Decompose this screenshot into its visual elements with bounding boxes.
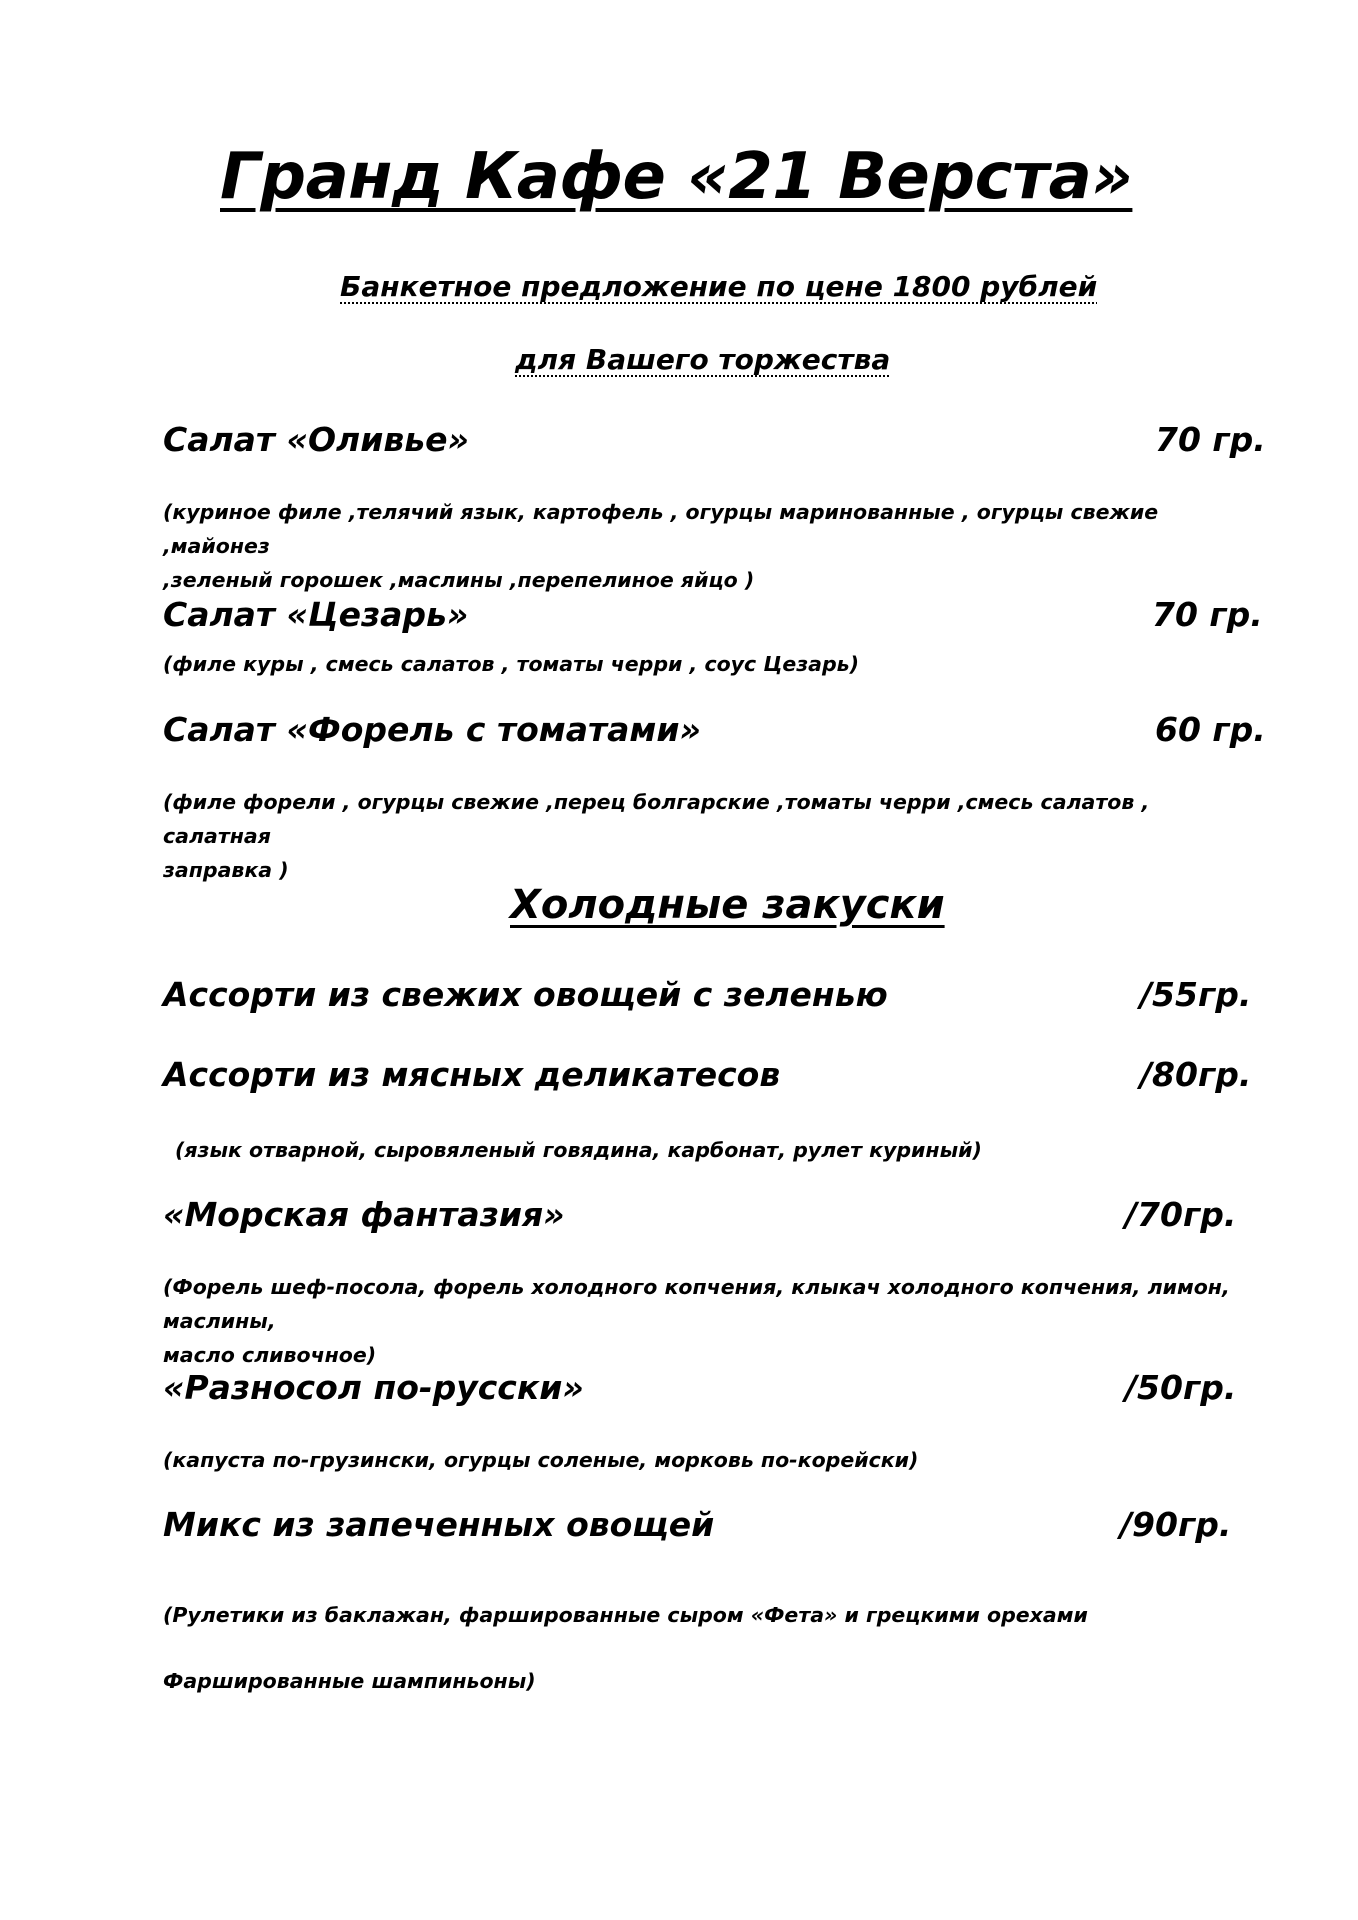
dish-name-olivier: Салат «Оливье»	[163, 420, 469, 459]
description-line: (Рулетики из баклажан, фаршированные сыром «Фета» и грецкими орехами	[163, 1603, 1088, 1627]
dish-name-sea-fantasy: «Морская фантазия»	[163, 1195, 565, 1234]
description-line: (филе форели , огурцы свежие ,перец болгарские ,томаты черри ,смесь салатов , салатная	[163, 790, 1150, 848]
dish-name-caesar: Салат «Цезарь»	[163, 595, 469, 634]
dish-description-russian-pickles	[163, 1443, 1263, 1477]
celebration-subtitle: для Вашего торжества	[515, 343, 891, 376]
dish-description-baked-vegetables	[163, 1582, 1263, 1714]
description-line: (язык отварной, сыровяленый говядина, карбонат, рулет куриный)	[175, 1138, 982, 1162]
dish-weight-sea-fantasy: /70гр.	[1125, 1195, 1237, 1234]
dish-weight-trout-salad: 60 гр.	[1155, 710, 1266, 749]
description-line: Фаршированные шампиньоны)	[163, 1669, 536, 1693]
dish-name-vegetable-assortment: Ассорти из свежих овощей с зеленью	[163, 975, 888, 1014]
dish-weight-baked-vegetables: /90гр.	[1120, 1505, 1232, 1544]
description-line: (капуста по-грузински, огурцы соленые, морковь по-корейски)	[163, 1448, 919, 1472]
dish-name-baked-vegetables: Микс из запеченных овощей	[163, 1505, 715, 1544]
dish-description-sea-fantasy	[163, 1270, 1263, 1372]
dish-weight-olivier: 70 гр.	[1155, 420, 1266, 459]
description-line: (Форель шеф-посола, форель холодного копчения, клыкач холодного копчения, лимон, маслины,	[163, 1275, 1230, 1333]
dish-weight-vegetable-assortment: /55гр.	[1140, 975, 1252, 1014]
description-line: масло сливочное)	[163, 1343, 377, 1367]
dish-weight-meat-assortment: /80гр.	[1140, 1055, 1252, 1094]
dish-description-trout-salad	[163, 785, 1263, 887]
dish-description-caesar	[163, 647, 1263, 681]
description-line: ,зеленый горошек ,маслины ,перепелиное яйцо )	[163, 568, 755, 592]
description-line: (филе куры , смесь салатов , томаты черри , соус Цезарь)	[163, 652, 859, 676]
dish-weight-caesar: 70 гр.	[1152, 595, 1263, 634]
description-line: заправка )	[163, 858, 289, 882]
section-heading-cold-appetizers: Холодные закуски	[510, 882, 945, 928]
dish-weight-russian-pickles: /50гр.	[1125, 1368, 1237, 1407]
dish-description-meat-assortment	[175, 1133, 1275, 1167]
page-title: Гранд Кафе «21 Верста»	[220, 140, 1133, 214]
dish-name-meat-assortment: Ассорти из мясных деликатесов	[163, 1055, 781, 1094]
dish-name-russian-pickles: «Разносол по-русски»	[163, 1368, 584, 1407]
banquet-offer-subtitle: Банкетное предложение по цене 1800 рублей	[340, 270, 1098, 303]
dish-name-trout-salad: Салат «Форель с томатами»	[163, 710, 701, 749]
dish-description-olivier	[163, 495, 1263, 597]
description-line: (куриное филе ,телячий язык, картофель , огурцы маринованные , огурцы свежие ,майонез	[163, 500, 1159, 558]
